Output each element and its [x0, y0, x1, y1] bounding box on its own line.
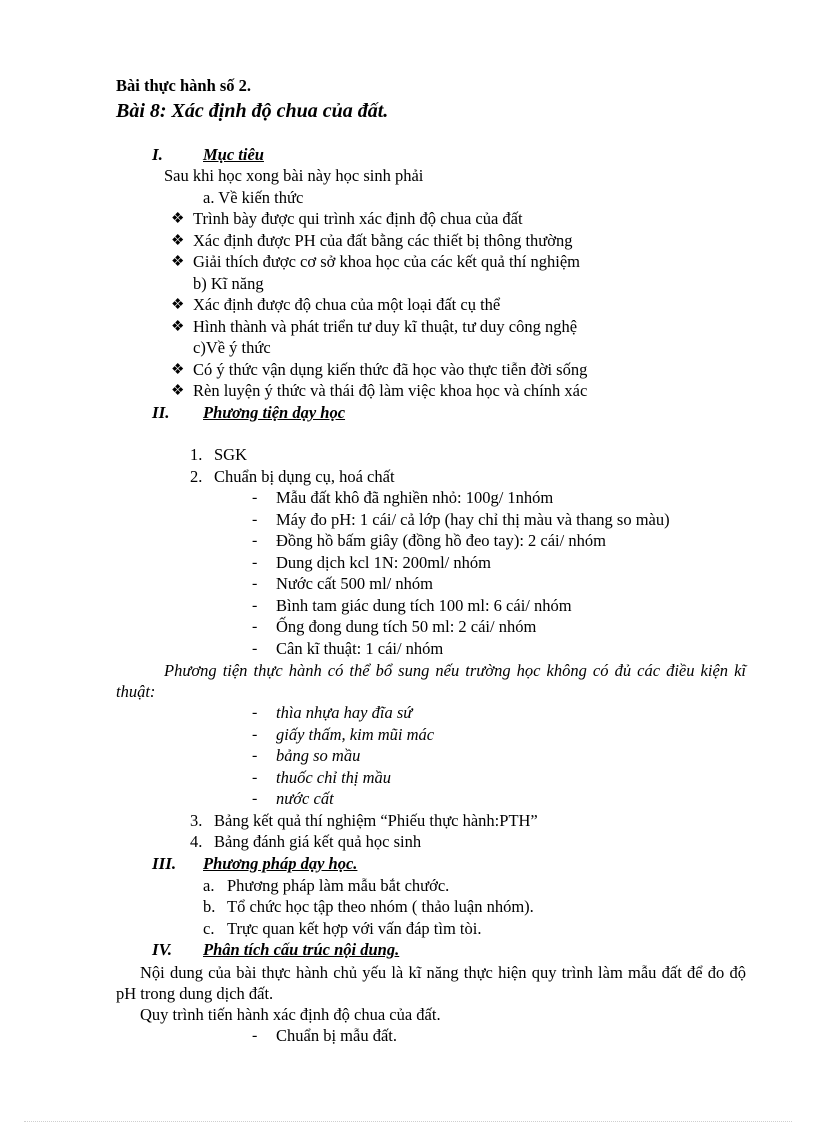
dash-bullet: -: [252, 769, 258, 786]
section-4-number: IV.: [152, 940, 173, 959]
letter-marker: b.: [203, 897, 216, 916]
list-item: Trực quan kết hợp với vấn đáp tìm tòi.: [227, 919, 482, 938]
material-item: Mẫu đất khô đã nghiền nhỏ: 100g/ 1nhóm: [276, 488, 554, 507]
list-item: Tổ chức học tập theo nhóm ( thảo luận nhóm).: [227, 897, 534, 916]
material-item: Cân kĩ thuật: 1 cái/ nhóm: [276, 639, 444, 658]
content-paragraph: Nội dung của bài thực hành chủ yếu là kĩ năng thực hiện quy trình làm mẫu đất để đo độ pH trong dung dịch đất.: [116, 963, 746, 1003]
subsection-a: a. Về kiến thức: [203, 188, 304, 207]
section-2-title: Phương tiện dạy học: [203, 403, 346, 422]
lesson-title: Bài 8: Xác định độ chua của đất.: [116, 100, 389, 122]
list-item: Phương pháp làm mẫu bắt chước.: [227, 876, 450, 895]
diamond-bullet-icon: ❖: [171, 233, 185, 249]
section-2-number: II.: [152, 403, 170, 422]
procedure-intro: Quy trình tiến hành xác định độ chua của đất.: [140, 1005, 441, 1024]
extra-item: bảng so mầu: [276, 746, 361, 765]
dash-bullet: -: [252, 532, 258, 549]
material-item: Dung dịch kcl 1N: 200ml/ nhóm: [276, 553, 491, 572]
list-item: Chuẩn bị dụng cụ, hoá chất: [214, 467, 395, 486]
material-item: Ống đong dung tích 50 ml: 2 cái/ nhóm: [276, 617, 537, 636]
diamond-bullet-icon: ❖: [171, 362, 185, 378]
extra-item: thìa nhựa hay đĩa sứ: [276, 703, 413, 722]
numbered-marker: 2.: [190, 467, 203, 486]
section-1-intro: Sau khi học xong bài này học sinh phải: [164, 166, 424, 185]
dash-bullet: -: [252, 597, 258, 614]
list-item: Bảng kết quả thí nghiệm “Phiếu thực hành:PTH”: [214, 811, 538, 830]
list-item: Xác định được độ chua của một loại đất cụ thể: [193, 295, 501, 314]
dash-bullet: -: [252, 575, 258, 592]
dash-bullet: -: [252, 640, 258, 657]
list-item: SGK: [214, 445, 248, 464]
material-item: Bình tam giác dung tích 100 ml: 6 cái/ nhóm: [276, 596, 572, 615]
section-1-title: Mục tiêu: [203, 145, 264, 164]
list-item: Hình thành và phát triển tư duy kĩ thuật, tư duy công nghệ: [193, 317, 578, 336]
dash-bullet: -: [252, 726, 258, 743]
section-4-title: Phân tích cấu trúc nội dung.: [203, 940, 400, 959]
letter-marker: c.: [203, 919, 215, 938]
dash-bullet: -: [252, 554, 258, 571]
diamond-bullet-icon: ❖: [171, 211, 185, 227]
letter-marker: a.: [203, 876, 215, 895]
diamond-bullet-icon: ❖: [171, 254, 185, 270]
list-item: Có ý thức vận dụng kiến thức đã học vào thực tiễn đời sống: [193, 360, 588, 379]
material-item: Máy đo pH: 1 cái/ cả lớp (hay chỉ thị màu và thang so màu): [276, 510, 670, 529]
dash-bullet: -: [252, 704, 258, 721]
material-item: Đồng hồ bấm giây (đồng hồ đeo tay): 2 cái/ nhóm: [276, 531, 606, 550]
numbered-marker: 3.: [190, 811, 203, 830]
list-item: Xác định được PH của đất bằng các thiết bị thông thường: [193, 231, 573, 250]
dash-bullet: -: [252, 1027, 258, 1044]
subsection-b: b) Kĩ năng: [193, 274, 264, 293]
list-item: Giải thích được cơ sở khoa học của các kết quả thí nghiệm: [193, 252, 580, 271]
section-3-title: Phương pháp dạy học.: [203, 854, 358, 873]
dash-bullet: -: [252, 618, 258, 635]
dash-bullet: -: [252, 790, 258, 807]
material-item: Nước cất 500 ml/ nhóm: [276, 574, 433, 593]
supplement-note: Phương tiện thực hành có thể bổ sung nếu trường học không có đủ các điều kiện kĩ thuật:: [116, 661, 746, 701]
diamond-bullet-icon: ❖: [171, 383, 185, 399]
dash-bullet: -: [252, 747, 258, 764]
diamond-bullet-icon: ❖: [171, 297, 185, 313]
section-1-number: I.: [152, 145, 163, 164]
subsection-c: c)Về ý thức: [193, 338, 271, 357]
list-item: Rèn luyện ý thức và thái độ làm việc khoa học và chính xác: [193, 381, 588, 400]
dash-bullet: -: [252, 511, 258, 528]
diamond-bullet-icon: ❖: [171, 319, 185, 335]
dash-bullet: -: [252, 489, 258, 506]
lab-number: Bài thực hành số 2.: [116, 76, 252, 95]
numbered-marker: 1.: [190, 445, 203, 464]
numbered-marker: 4.: [190, 832, 203, 851]
extra-item: giấy thấm, kim mũi mác: [276, 725, 435, 744]
list-item: Trình bày được qui trình xác định độ chua của đất: [193, 209, 523, 228]
page-bottom-border: [24, 1121, 792, 1122]
procedure-step: Chuẩn bị mẫu đất.: [276, 1026, 397, 1045]
extra-item: thuốc chỉ thị mầu: [276, 768, 392, 787]
extra-item: nước cất: [276, 789, 334, 808]
section-3-number: III.: [152, 854, 177, 873]
list-item: Bảng đánh giá kết quả học sinh: [214, 832, 422, 851]
